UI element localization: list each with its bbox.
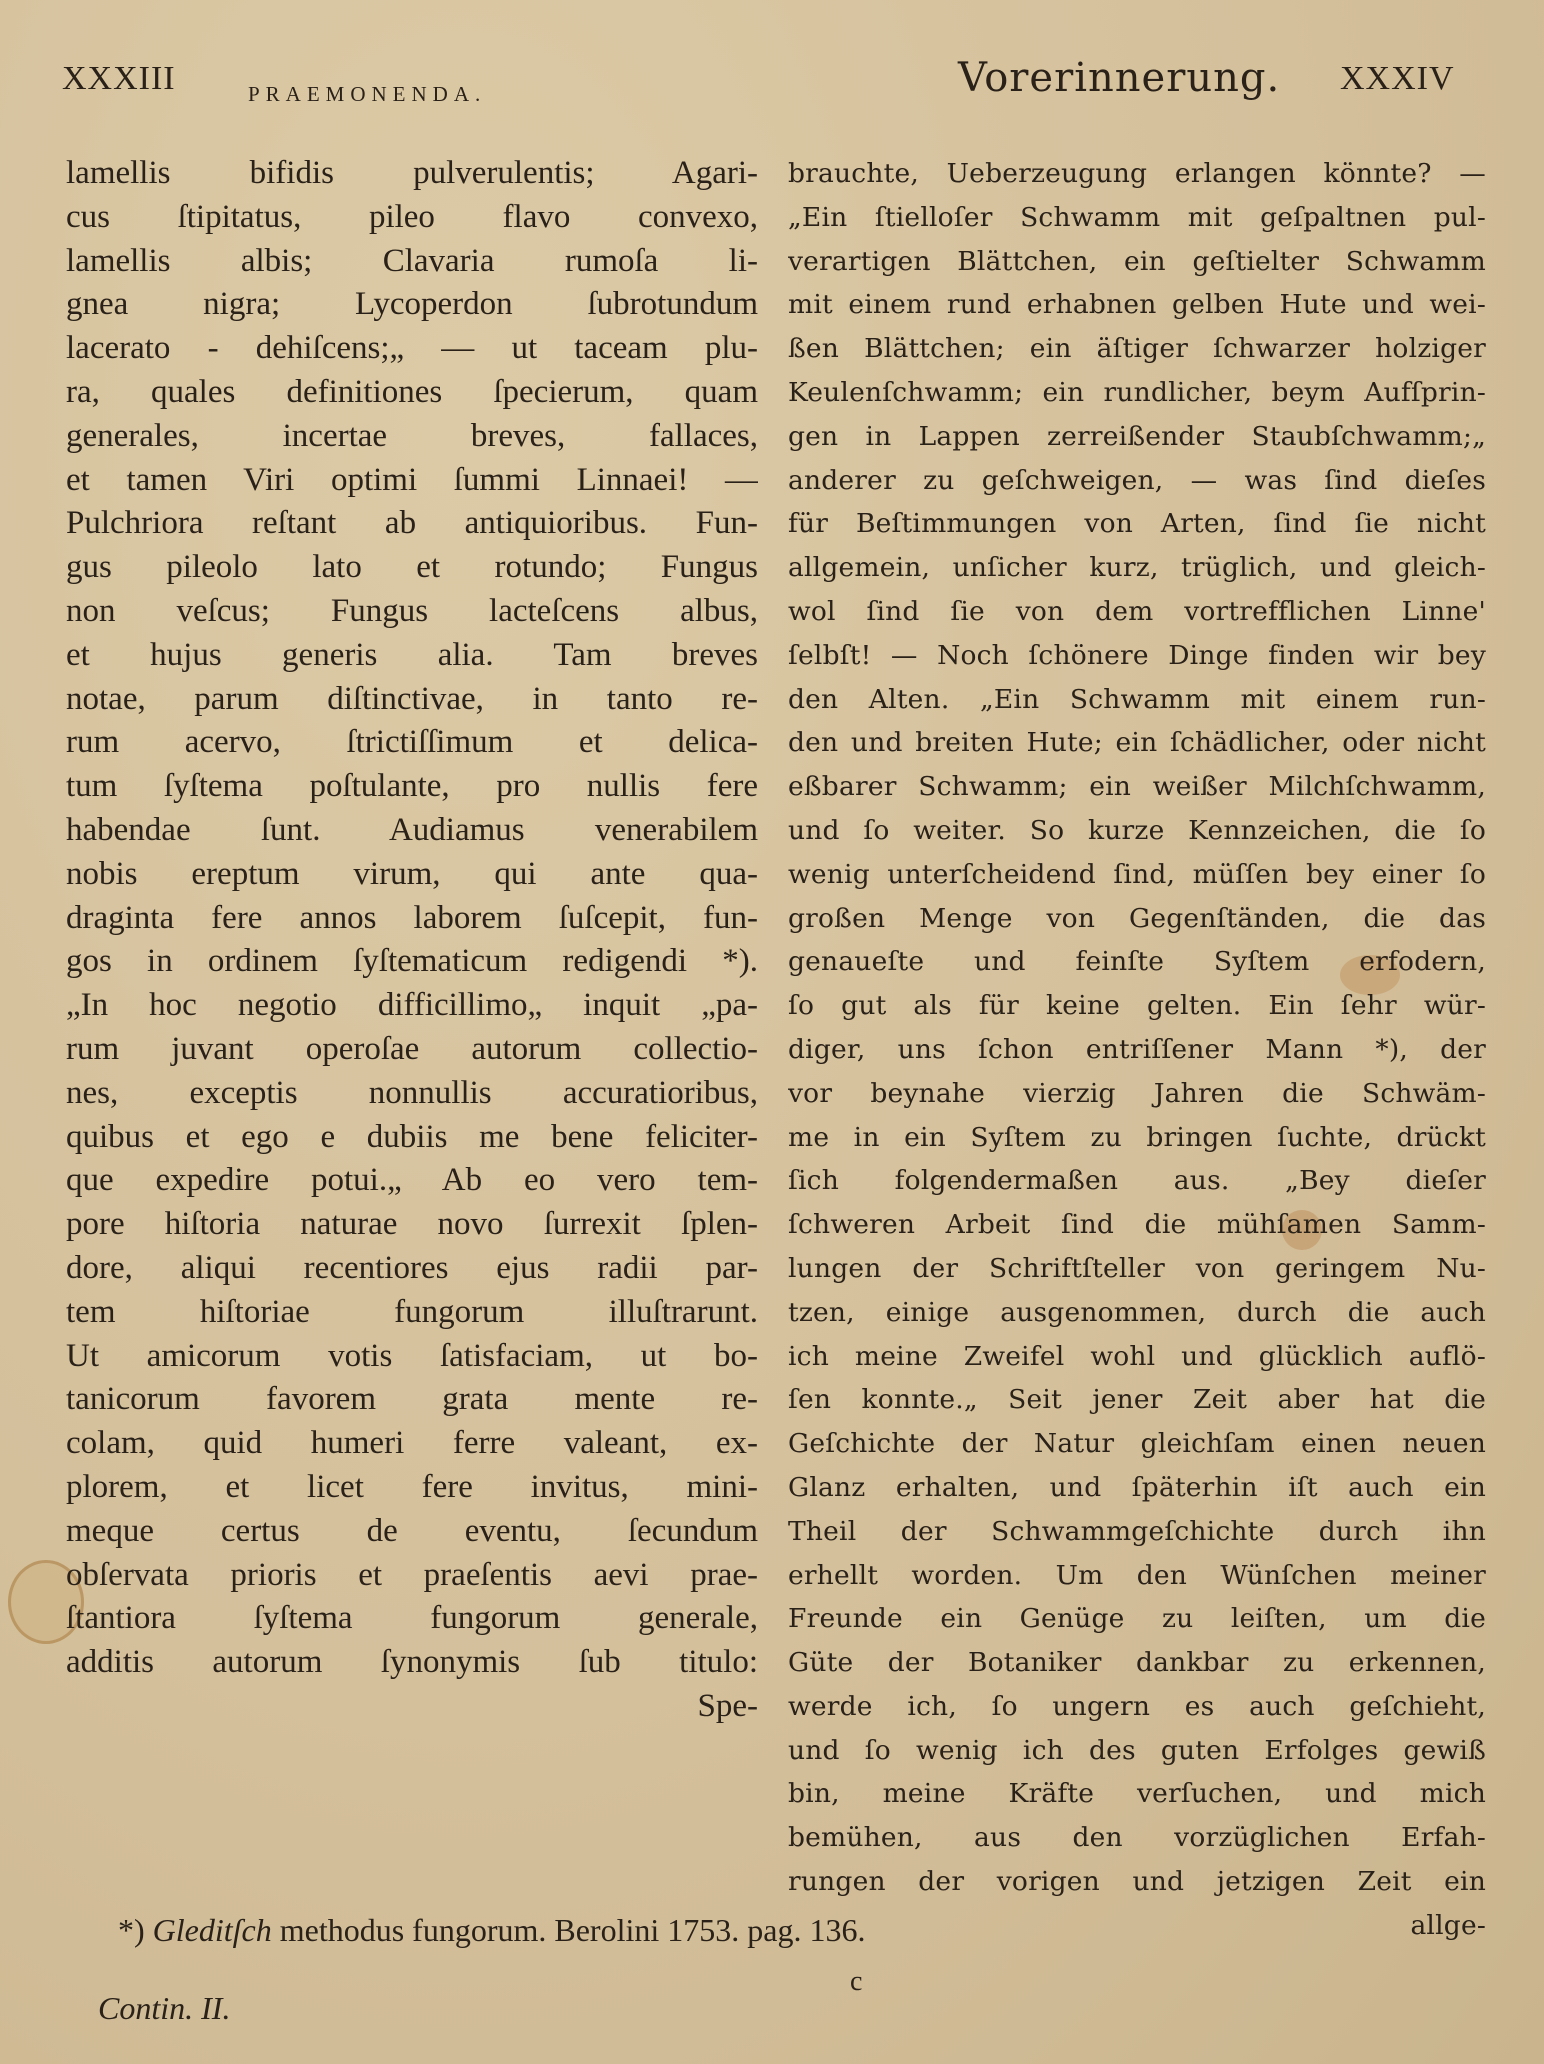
text-line: tum ſyſtema poſtulante, pro nullis fere [66,768,758,805]
text-line: Spe- [697,1687,758,1724]
text-line: tanicorum favorem grata mente re- [66,1381,758,1418]
text-line: pore hiſtoria naturae novo ſurrexit ſplen- [66,1206,758,1243]
text-line: additis autorum ſynonymis ſub titulo: [66,1644,758,1681]
text-line: rungen der vorigen und jetzigen Zeit ein [788,1866,1486,1898]
text-line: rum juvant operoſae autorum collectio- [66,1030,758,1067]
text-line: großen Menge von Gegenſtänden, die das [788,902,1486,934]
text-line: nes, exceptis nonnullis accuratioribus, [66,1074,758,1111]
text-line: ſen konnte.„ Seit jener Zeit aber hat die [788,1384,1486,1416]
text-line: lacerato - dehiſcens;„ — ut taceam plu- [66,330,758,367]
text-line: gus pileolo lato et rotundo; Fungus [66,549,758,586]
text-line: plorem, et licet fere invitus, mini- [66,1468,758,1505]
text-line: wenig unterſcheidend ſind, müſſen bey einer ſo [788,858,1486,890]
text-line: me in ein Syſtem zu bringen ſuchte, drückt [788,1121,1486,1153]
text-line: bemühen, aus den vorzüglichen Erfah- [788,1822,1486,1854]
left-page-number: XXXIII [62,60,176,97]
text-line: für Beſtimmungen von Arten, ſind ſie nicht [788,508,1486,540]
text-line: vor beynahe vierzig Jahren die Schwäm- [788,1077,1486,1109]
text-line: bin, meine Kräfte verſuchen, und mich [788,1778,1486,1810]
text-line: „In hoc negotio difficillimo„ inquit „pa- [66,987,758,1024]
german-text-column [788,152,1486,1948]
text-line: obſervata prioris et praeſentis aevi prae- [66,1556,758,1593]
text-line: Geſchichte der Natur gleichſam einen neuen [788,1428,1486,1460]
text-line: ſchweren Arbeit ſind die mühſamen Samm- [788,1209,1486,1241]
footnote-author: Gleditſch [152,1912,272,1948]
text-line: draginta fere annos laborem ſuſcepit, fun- [66,899,758,936]
text-line: und ſo wenig ich des guten Erfolges gewiß [788,1734,1486,1766]
text-line: Güte der Botaniker dankbar zu erkennen, [788,1647,1486,1679]
text-line: Freunde ein Genüge zu leiſten, um die [788,1603,1486,1635]
text-line: cus ſtipitatus, pileo flavo convexo, [66,198,758,235]
text-line: lungen der Schriftſteller von geringem Nu- [788,1252,1486,1284]
text-line: rum acervo, ſtrictiſſimum et delica- [66,724,758,761]
text-line: und ſo weiter. So kurze Kennzeichen, die ſo [788,814,1486,846]
text-line: brauchte, Ueberzeugung erlangen könnte? — [788,158,1486,189]
text-line: habendae ſunt. Audiamus venerabilem [66,811,758,848]
text-line: meque certus de eventu, ſecundum [66,1512,758,1549]
text-line: verartigen Blättchen, ein geſtielter Schwamm [788,245,1486,277]
text-line: lamellis albis; Clavaria rumoſa li- [66,242,758,279]
text-line: quibus et ego e dubiis me bene feliciter- [66,1118,758,1155]
text-line: et tamen Viri optimi ſummi Linnaei! — [66,461,758,498]
footnote-marker: *) [118,1912,145,1948]
text-line: Ut amicorum votis ſatisfaciam, ut bo- [66,1337,758,1374]
footnote-text: methodus fungorum. Berolini 1753. pag. 136. [279,1912,866,1948]
text-line: que expedire potui.„ Ab eo vero tem- [66,1162,758,1199]
footnote [118,1912,865,1949]
text-line: ſo gut als für keine gelten. Ein ſehr wür- [788,990,1486,1022]
text-line: Theil der Schwammgeſchichte durch ihn [788,1515,1486,1547]
text-line: werde ich, ſo ungern es auch geſchieht, [788,1690,1486,1722]
text-line: wol ſind ſie von dem vortrefflichen Linne' [788,595,1486,627]
text-line: diger, uns ſchon entriſſener Mann *), der [788,1033,1486,1065]
text-line: „Ein ſtielloſer Schwamm mit geſpaltnen pul- [788,201,1486,233]
text-line: ſtantiora ſyſtema fungorum generale, [66,1600,758,1637]
text-line: eßbarer Schwamm; ein weißer Milchſchwamm, [788,771,1486,803]
text-line: gen in Lappen zerreißender Staubſchwamm;„ [788,420,1486,452]
text-line: den und breiten Hute; ein ſchädlicher, oder nicht [788,727,1486,759]
latin-text-column [66,152,758,1729]
text-line: colam, quid humeri ferre valeant, ex- [66,1425,758,1462]
text-line: den Alten. „Ein Schwamm mit einem run- [788,683,1486,715]
text-line: ra, quales definitiones ſpecierum, quam [66,373,758,410]
left-running-title: PRAEMONENDA. [248,82,487,106]
text-line: allgemein, unſicher kurz, trüglich, und gleich- [788,552,1486,584]
continuation-label: Contin. II. [98,1990,231,2026]
text-line: nobis ereptum virum, qui ante qua- [66,855,758,892]
text-line: notae, parum diſtinctivae, in tanto re- [66,680,758,717]
text-line: ſich folgendermaßen aus. „Bey dieſer [788,1165,1486,1197]
text-line: ich meine Zweifel wohl und glücklich auflö- [788,1340,1486,1372]
text-line: tem hiſtoriae fungorum illuſtrarunt. [66,1293,758,1330]
text-line: anderer zu geſchweigen, — was ſind dieſes [788,464,1486,496]
text-line: tzen, einige ausgenommen, durch die auch [788,1296,1486,1328]
text-line: lamellis bifidis pulverulentis; Agari- [66,155,758,191]
text-line: Keulenſchwamm; ein rundlicher, beym Aufſprin- [788,376,1486,408]
text-line: non veſcus; Fungus lacteſcens albus, [66,592,758,629]
text-line: gos in ordinem ſyſtematicum redigendi *). [66,943,758,980]
text-line: erhellt worden. Um den Wünſchen meiner [788,1559,1486,1591]
signature-mark: c [850,1966,863,1997]
text-line: ßen Blättchen; ein äſtiger ſchwarzer holziger [788,333,1486,365]
text-line: dore, aliqui recentiores ejus radii par- [66,1249,758,1286]
text-line: mit einem rund erhabnen gelben Hute und wei- [788,289,1486,321]
text-line: allge- [1410,1909,1486,1941]
text-line: Glanz erhalten, und ſpäterhin iſt auch ein [788,1471,1486,1503]
text-line: et hujus generis alia. Tam breves [66,636,758,673]
text-line: gnea nigra; Lycoperdon ſubrotundum [66,286,758,323]
right-page-number: XXXIV [1340,60,1455,97]
text-line: genaueſte und feinſte Syſtem erfodern, [788,946,1486,978]
text-line: ſelbſt! — Noch ſchönere Dinge finden wir bey [788,639,1486,671]
text-line: generales, incertae breves, fallaces, [66,417,758,454]
text-line: Pulchriora reſtant ab antiquioribus. Fun- [66,505,758,542]
right-running-title: Vorerinnerung. [958,55,1281,101]
